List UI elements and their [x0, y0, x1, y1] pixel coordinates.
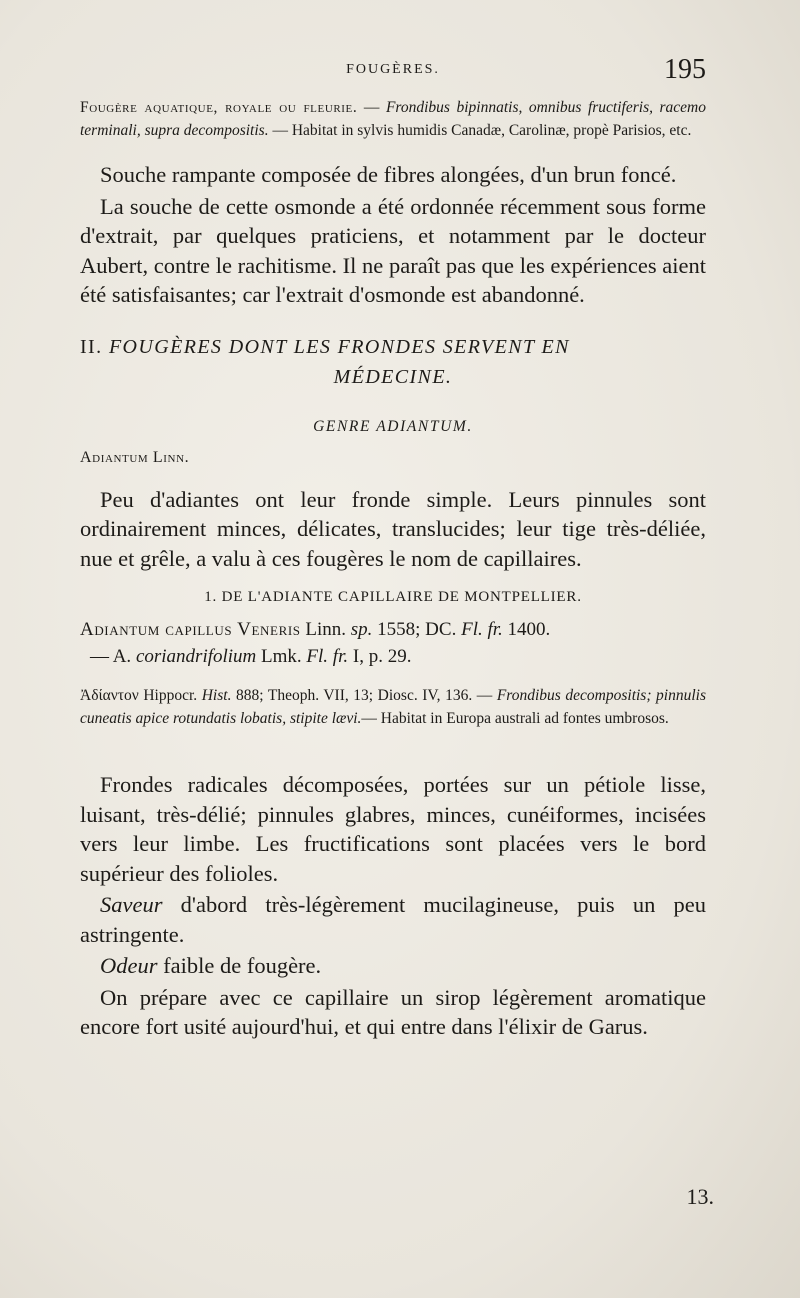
genus-name: Adiantum [80, 448, 149, 466]
species-habitat: — Habitat in Europa australi ad fontes umbrosos. [361, 710, 669, 727]
section-numeral: II. [80, 335, 103, 358]
section-heading [80, 332, 706, 392]
genre-heading: GENRE ADIANTUM. [313, 417, 473, 435]
page-number: 195 [664, 54, 706, 85]
species-latin-diagnosis: Frondibus decompositis; pinnulis cuneatis apice rotundatis lobatis, stipite lævi. [80, 687, 707, 727]
signature-mark: 13. [686, 1184, 714, 1209]
genus-authority: Linn. [148, 448, 190, 466]
paragraph-odeur: Odeur faible de fougère. [100, 953, 322, 978]
section-title-line1: FOUGÈRES DONT LES FRONDES SERVENT EN [108, 335, 570, 358]
section-title-line2: MÉDECINE. [333, 365, 453, 388]
species-name: Adiantum capillus Veneris [80, 619, 301, 640]
paragraph-saveur: Saveur d'abord très-légèrement mucilagineuse, puis un peu astringente. [80, 892, 706, 947]
synonymy: Adiantum capillus Veneris Linn. sp. 1558; DC. Fl. fr. 1400. — A. coriandrifolium Lmk. Fl. fr. I, p. 29. [80, 619, 551, 667]
paragraph-extract: La souche de cette osmonde a été ordonnée récemment sous forme d'extrait, par quelques praticiens, et notamment par le docteur Aubert, contre le rachitisme. Il ne paraît pas que les expériences aient été satisfaisantes; car l'extrait d'osmonde est abandonné. [80, 193, 706, 307]
paragraph-adiantes: Peu d'adiantes ont leur fronde simple. Leurs pinnules sont ordinairement minces, délicates, translucides; leur tige très-déliée, nue et grêle, a valu à ces fougères le nom de capillaires. [80, 486, 706, 571]
paragraph-sirop: On prépare avec ce capillaire un sirop légèrement aromatique encore fort usité aujourd'hui, et qui entre dans l'élixir de Garus. [80, 984, 706, 1039]
fern-dash: — [357, 99, 386, 116]
fern-description [80, 96, 706, 142]
fern-name: Fougère aquatique, royale ou fleurie. [80, 99, 358, 116]
paragraph-rhizome: Souche rampante composée de fibres alongées, d'un brun foncé. [100, 162, 677, 187]
page-content [80, 52, 706, 1042]
running-head [80, 52, 706, 92]
genus-author [80, 446, 706, 469]
greek-word: Ἀδίαντον [80, 687, 139, 704]
saveur-label: Saveur [100, 892, 163, 917]
fern-latin-diagnosis: Frondibus bipinnatis, omnibus fructiferis, racemo terminali, supra decompositis. [80, 99, 706, 139]
greek-references: Ἀδίαντον Hippocr. Hist. 888; Theoph. VII, 13; Diosc. IV, 136. — Frondibus decompositis; pinnulis cuneatis apice rotundatis lobatis, stipite lævi.— Habitat in Europa australi ad fontes umbrosos. [80, 687, 707, 727]
odeur-label: Odeur [100, 953, 158, 978]
paragraph-fronds: Frondes radicales décomposées, portées sur un pétiole lisse, luisant, très-délié; pinnules glabres, minces, cunéiformes, incisées vers leur limbe. Les fructifications sont placées vers le bord supérieur des folioles. [80, 772, 706, 886]
fern-habitat: — Habitat in sylvis humidis Canadæ, Carolinæ, propè Parisios, etc. [268, 122, 692, 139]
running-title: FOUGÈRES. [346, 62, 440, 77]
subsection-heading: 1. DE L'ADIANTE CAPILLAIRE DE MONTPELLIER. [204, 589, 582, 605]
species-alt-name: coriandrifolium [135, 646, 257, 667]
